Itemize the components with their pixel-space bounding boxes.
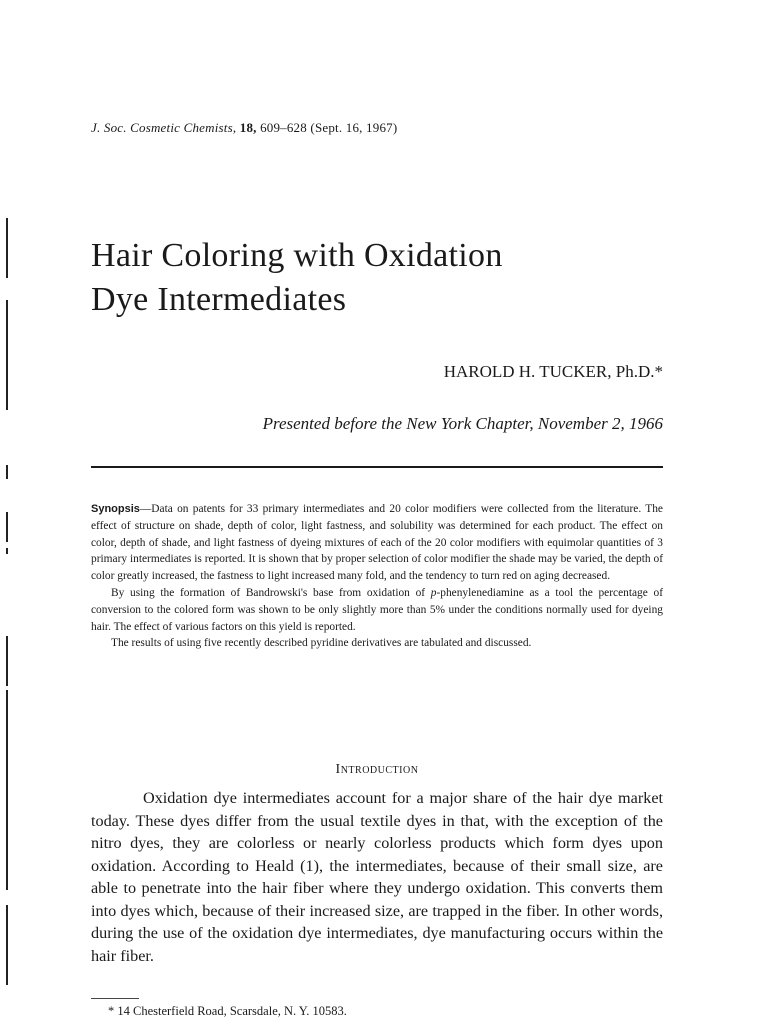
footnote-rule <box>91 998 139 999</box>
abstract-text-2b: -phenylenediamine as a tool the percentage of conversion to the colored form was shown to be only slightly more than 5% under the conditions normally used for dyeing hair. The effect of various factors on this yield is reported. <box>91 586 663 633</box>
journal-citation <box>91 120 691 136</box>
margin-mark <box>6 300 8 410</box>
synopsis-label: Synopsis <box>91 503 140 515</box>
margin-mark <box>6 905 8 985</box>
body-text <box>91 787 663 967</box>
abstract-paragraph-2 <box>91 585 663 635</box>
footnote: * 14 Chesterfield Road, Scarsdale, N. Y. 10583. <box>108 1004 347 1018</box>
abstract-paragraph-1 <box>91 501 663 585</box>
header-rule <box>91 466 663 468</box>
journal-pages-date: 609–628 (Sept. 16, 1967) <box>260 120 398 135</box>
margin-mark <box>6 218 8 278</box>
margin-mark <box>6 512 8 542</box>
title-line-2: Dye Intermediates <box>91 281 347 318</box>
scan-margin-marks <box>6 0 10 1024</box>
presentation-note: Presented before the New York Chapter, November 2, 1966 <box>262 414 663 433</box>
abstract-text-1: —Data on patents for 33 primary intermediates and 20 color modifiers were collected from the literature. The effect of structure on shade, depth of color, light fastness, and solubility was determined for each product. The effect on color, depth of shade, and light fastness of dyeing mixtures of each of the 20 color modifiers with equimolar quantities of 3 primary intermediates is reported. It is shown that by proper selection of color modifier the shade may be varied, the depth of color greatly increased, the fastness to light increased many fold, and the tendency to turn red on aging decreased. <box>91 503 663 583</box>
abstract-text-2-italic: p <box>430 586 437 599</box>
author-name: HAROLD H. TUCKER, Ph.D.* <box>443 362 663 381</box>
abstract <box>91 501 663 652</box>
margin-mark <box>6 465 8 479</box>
title-line-1: Hair Coloring with Oxidation <box>91 237 503 274</box>
margin-mark <box>6 690 8 890</box>
introduction-paragraph: Oxidation dye intermediates account for a major share of the hair dye market today. These dyes differ from the usual textile dyes in that, with the exception of the nitro dyes, they are colorless or nearly colorless products which form dyes upon oxidation. According to Heald (1), the intermediates, because of their small size, are able to penetrate into the hair fiber where they undergo oxidation. This converts them into dyes which, because of their increased size, are trapped in the fiber. In other words, during the use of the oxidation dye intermediates, dye manufacturing occurs within the hair fiber. <box>91 789 663 965</box>
margin-mark <box>6 636 8 686</box>
margin-mark <box>6 548 8 554</box>
journal-volume: 18, <box>239 120 257 135</box>
paper-title <box>91 234 691 322</box>
abstract-paragraph-3: The results of using five recently described pyridine derivatives are tabulated and discussed. <box>111 637 532 650</box>
section-heading-introduction: Introduction <box>335 762 419 777</box>
abstract-text-2a: By using the formation of Bandrowski's base from oxidation of <box>111 586 431 599</box>
journal-name: J. Soc. Cosmetic Chemists, <box>91 120 237 135</box>
